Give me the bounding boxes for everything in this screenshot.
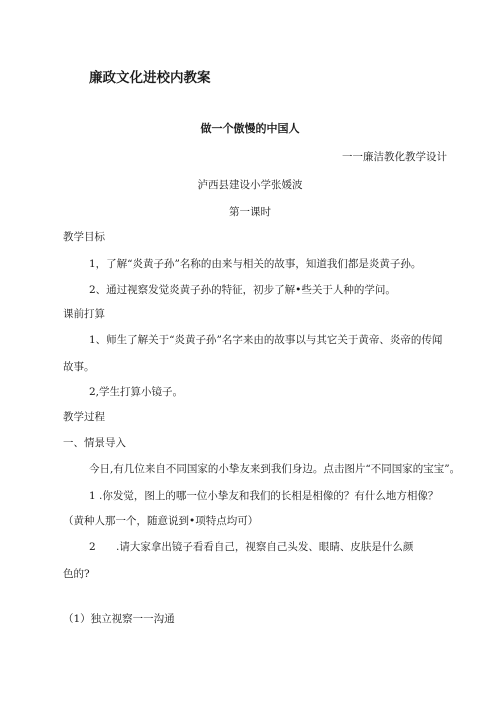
question-2-line-1: .请大家拿出镜子看看自己，视察自己头发、眼睛、皮肤是什么颜 [116,541,414,553]
objective-item-2: 2、通过视察发觉炎黄子孙的特征，初步了解•些关于人种的学问。 [89,284,396,296]
process-heading: 教学过程 [63,411,105,423]
process-paragraph-1: 今日,有几位来自不同国家的小挚友来到我们身边。点击图片“不同国家的宝宝”。 [89,463,461,475]
question-1-note: （黄种人那一个，随意说到•项特点均可） [63,515,259,527]
question-1: 1 .你发觉，图上的哪一位小挚友和我们的长相是相像的？有什么地方相像？ [89,490,439,502]
prep-item-1-line-1: 1、师生了解关于“炎黄子孙”名字来由的故事以与其它关于黄帝、炎帝的传闻 [89,334,443,346]
prep-heading: 课前打算 [63,308,105,320]
prep-item-2: 2,学生打算小镜子。 [89,386,184,398]
lesson-number: 第一课时 [229,206,271,218]
prep-item-1-line-2: 故事。 [63,361,95,373]
section-1-heading: 一、情景导入 [63,437,126,449]
question-2-number: 2 [89,541,96,553]
objectives-heading: 教学目标 [63,231,105,243]
question-2-line-2: 色的? [63,568,90,580]
document-header-title: 廉政文化进校内教案 [89,70,211,86]
subsection-1: （1）独立视察一一沟通 [63,613,175,625]
author-line: 泸西县建设小学张媛波 [197,179,303,191]
objective-item-1: 1，了解“炎黄子孙”名称的由来与相关的故事，知道我们都是炎黄子孙。 [89,258,422,270]
lesson-title: 做一个傲慢的中国人 [200,122,300,135]
subtitle: 一一廉洁教化教学设计 [342,151,447,163]
